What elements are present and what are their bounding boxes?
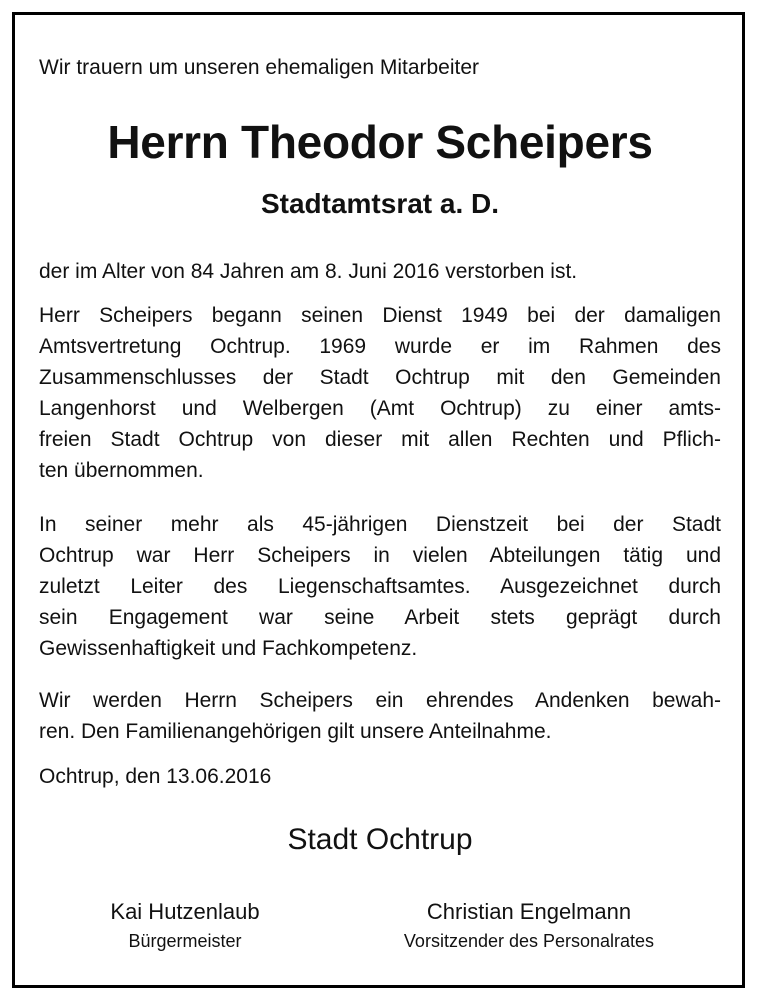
paragraph-line: Ochtrup war Herr Scheipers in vielen Abteilungen tätig und xyxy=(39,544,721,567)
paragraph-service xyxy=(39,509,721,664)
paragraph-line: zuletzt Leiter des Liegenschaftsamtes. Ausgezeichnet durch xyxy=(39,575,721,598)
organization-name: Stadt Ochtrup xyxy=(287,823,473,856)
signatory-mayor xyxy=(85,899,285,952)
signatory-name: Kai Hutzenlaub xyxy=(110,899,260,924)
signatory-role: Vorsitzender des Personalrates xyxy=(403,931,655,951)
paragraph-remembrance xyxy=(39,685,721,747)
paragraph-line: der im Alter von 84 Jahren am 8. Juni 2016 verstorben ist. xyxy=(39,260,578,283)
paragraph-line: ren. Den Familienangehörigen gilt unsere Anteilnahme. xyxy=(39,720,552,743)
paragraph-line: Herr Scheipers begann seinen Dienst 1949 bei der damaligen xyxy=(39,304,721,327)
paragraph-line: Zusammenschlusses der Stadt Ochtrup mit den Gemeinden xyxy=(39,366,721,389)
intro-text: Wir trauern um unseren ehemaligen Mitarbeiter xyxy=(39,56,480,79)
obituary-notice xyxy=(12,12,745,988)
paragraph-line: Amtsvertretung Ochtrup. 1969 wurde er im Rahmen des xyxy=(39,335,721,358)
paragraph-line: Gewissenhaftigkeit und Fachkompetenz. xyxy=(39,637,418,660)
paragraph-line: sein Engagement war seine Arbeit stets geprägt durch xyxy=(39,606,721,629)
paragraph-line: In seiner mehr als 45-jährigen Dienstzeit bei der Stadt xyxy=(39,513,721,536)
paragraph-line: Langenhorst und Welbergen (Amt Ochtrup) zu einer amts- xyxy=(39,397,721,420)
paragraph-line: freien Stadt Ochtrup von dieser mit allen Rechten und Pflich- xyxy=(39,428,721,451)
paragraph-career xyxy=(39,300,721,486)
paragraph-line: Wir werden Herrn Scheipers ein ehrendes Andenken bewah- xyxy=(39,689,721,712)
signatory-staff-council xyxy=(357,899,701,952)
deceased-name: Herrn Theodor Scheipers xyxy=(107,116,653,168)
signatory-role: Bürgermeister xyxy=(128,931,242,951)
paragraph-line: ten übernommen. xyxy=(39,459,204,482)
signatory-name: Christian Engelmann xyxy=(426,899,632,924)
place-date: Ochtrup, den 13.06.2016 xyxy=(39,765,272,788)
paragraph-age-date xyxy=(39,256,721,287)
deceased-rank: Stadtamtsrat a. D. xyxy=(260,188,500,219)
